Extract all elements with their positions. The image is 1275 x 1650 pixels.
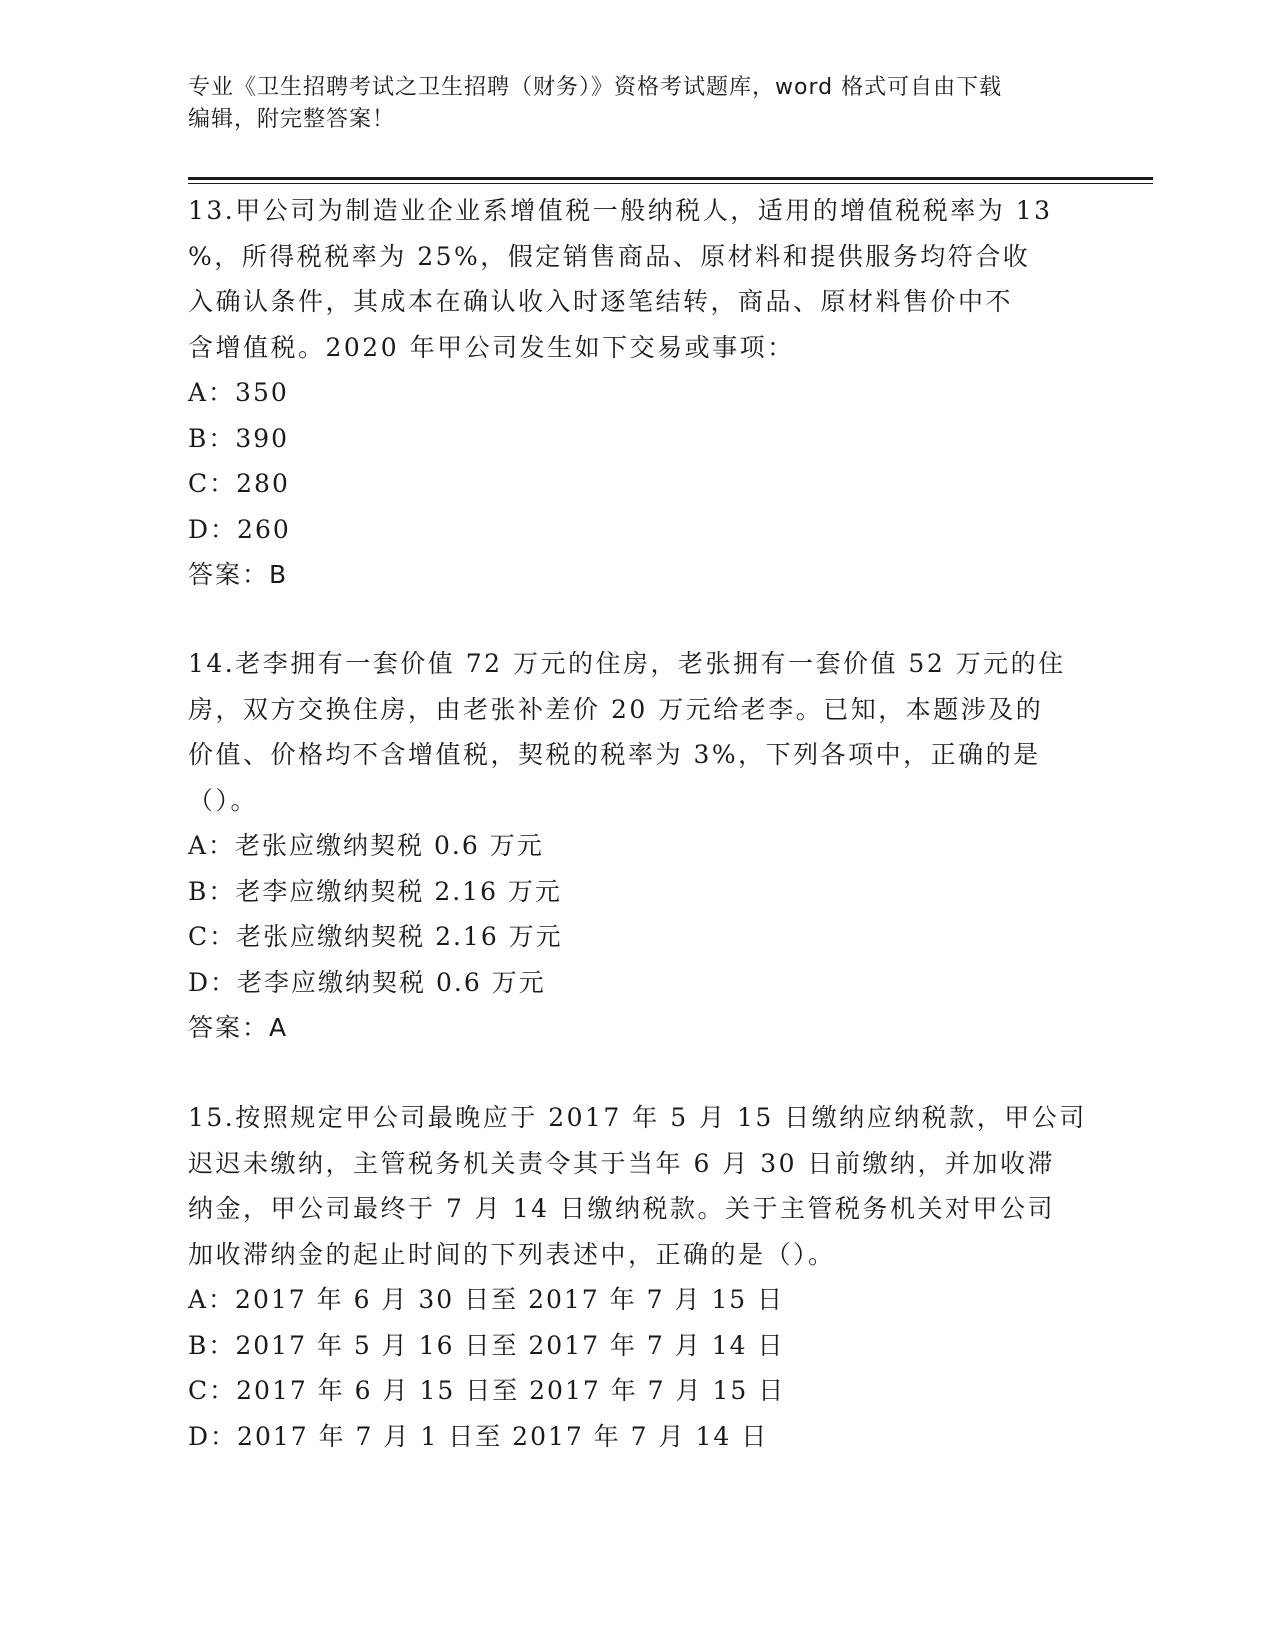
question-13	[188, 188, 1088, 598]
question-stem-line: 房，双方交换住房，由老张补差价 20 万元给老李。已知，本题涉及的	[188, 694, 1044, 724]
option-c: C：280	[188, 469, 290, 498]
option-b: B：390	[188, 423, 290, 453]
option-c: C：老张应缴纳契税 2.16 万元	[188, 922, 563, 951]
question-stem-line: %，所得税税率为 25%，假定销售商品、原材料和提供服务均符合收	[188, 241, 1031, 271]
answer-line: 答案：A	[188, 1013, 289, 1042]
question-stem-line: 纳金，甲公司最终于 7 月 14 日缴纳税款。关于主管税务机关对甲公司	[188, 1194, 1056, 1223]
header-divider-thick	[188, 177, 1153, 180]
header-line-2: 编辑，附完整答案！	[188, 107, 396, 132]
header-line-1: 专业《卫生招聘考试之卫生招聘（财务）》资格考试题库，word 格式可自由下载	[188, 75, 1003, 100]
option-d: D：260	[188, 514, 291, 544]
option-b: B：老李应缴纳契税 2.16 万元	[188, 876, 562, 906]
option-a: A：老张应缴纳契税 0.6 万元	[188, 831, 544, 860]
question-stem-line: 14.老李拥有一套价值 72 万元的住房，老张拥有一套价值 52 万元的住	[188, 649, 1066, 678]
option-b: B：2017 年 5 月 16 日至 2017 年 7 月 14 日	[188, 1330, 785, 1360]
question-stem-line: 13.甲公司为制造业企业系增值税一般纳税人，适用的增值税税率为 13	[188, 196, 1053, 225]
question-stem-line: 加收滞纳金的起止时间的下列表述中，正确的是（）。	[188, 1239, 836, 1269]
question-stem-line: 价值、价格均不含增值税，契税的税率为 3%，下列各项中，正确的是	[188, 740, 1041, 769]
question-14	[188, 641, 1088, 1051]
option-a: A：350	[188, 378, 289, 407]
option-a: A：2017 年 6 月 30 日至 2017 年 7 月 15 日	[188, 1285, 785, 1314]
question-stem-line: （）。	[188, 785, 259, 815]
question-stem-line: 15.按照规定甲公司最晚应于 2017 年 5 月 15 日缴纳应纳税款，甲公司	[188, 1103, 1087, 1132]
answer-line: 答案：B	[188, 560, 289, 589]
option-c: C：2017 年 6 月 15 日至 2017 年 7 月 15 日	[188, 1376, 786, 1405]
option-d: D：2017 年 7 月 1 日至 2017 年 7 月 14 日	[188, 1421, 769, 1451]
option-d: D：老李应缴纳契税 0.6 万元	[188, 967, 546, 997]
header-divider-thin	[188, 183, 1153, 184]
question-stem-line: 含增值税。2020 年甲公司发生如下交易或事项：	[188, 332, 795, 362]
document-header	[188, 72, 1088, 136]
question-stem-line: 迟迟未缴纳，主管税务机关责令其于当年 6 月 30 日前缴纳，并加收滞	[188, 1148, 1056, 1178]
question-15	[188, 1095, 1088, 1459]
question-stem-line: 入确认条件，其成本在确认收入时逐笔结转，商品、原材料售价中不	[188, 287, 1014, 316]
